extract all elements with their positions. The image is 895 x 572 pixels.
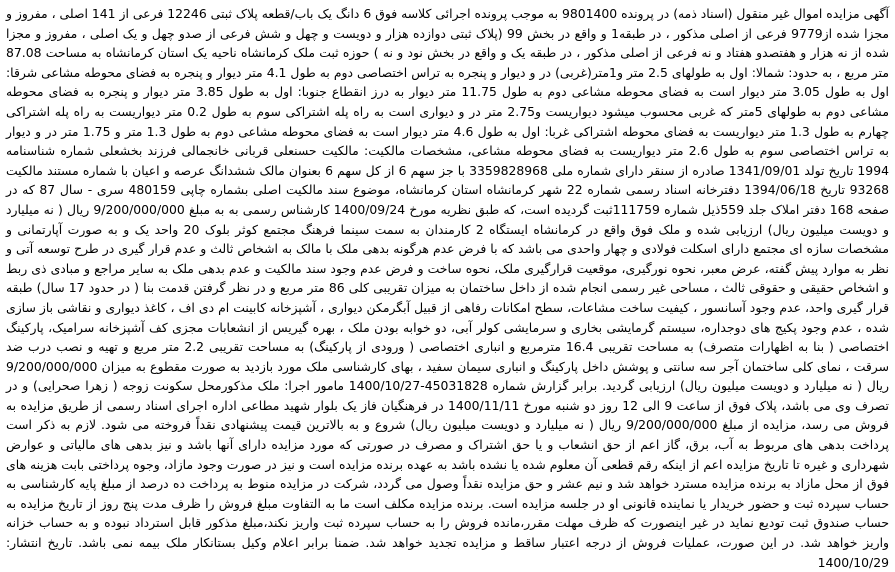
- notice-body: آگهی مزایده اموال غیر منقول (اسناد ذمه) در پرونده 9801400 به موجب پرونده اجرائی کلاسه فوق 6 دانگ یک باب/قطعه پلاک ثبتی 12246 فرعی از 141 اصلی ، مفروز و مجزا شده از9779 فرعی از اصلی مذکور ، در طبقه1 و واقع در بخش 99 (پلاک ثبتی دوازده هزار و دویست و چهل و شش فرعی از صدو چهل و یک اصلی ، مفروز و مجزا شده از نه هزار و هفتصدو هفتاد و نه فرعی از اصلی مذکور ، در طبقه یک و واقع در بخش نود و نه ) حوزه ثبت ملک کرمانشاه ناحیه یک استان کرمانشاه به مساحت 87.08 متر مربع ، به حدود: شمالا: اول به طولهای 2.5 متر و1متر(غربی) در و دیوار و پنجره به تراس اختصاصی دوم به طول 4.1 متر دیوار و پنجره به فضای محوطه مشاعی شرقا: اول به طول 3.05 متر دیوار است به فضای محوطه مشاعی دوم به طول 11.75 متر دیوار به درز انقطاع جنوبا: اول به طول 3.85 متر دیوار و پنجره به فضای محوطه مشاعی دوم به طولهای 5متر که غربی محسوب میشود دیواریست و2.75 متر در و دیواری است به راه پله اشتراکی سوم به طول 0.2 متر دیواریست به راه پله اشتراکی چهارم به طول 1.3 متر دیواریست به فضای محوطه اشتراکی غربا: اول به طول 4.6 متر دیوار است به فضای محوطه مشاعی دوم به طول 1.3 متر و 1.75 متر در و دیوار به تراس اختصاصی سوم به طول 2.6 متر دیواریست به فضای محوطه مشاعی، مشخصات مالکیت: مالکیت حسنعلی قربانی خانجمالی فرزند بخشعلی شماره شناسنامه 1994 تاریخ تولد 1341/09/01 صادره از سنقر دارای شماره ملی 3359828968 با جز سهم 6 از کل سهم 6 بعنوان مالک ششدانگ عرصه و اعیان با شماره مستند مالکیت 93268 تاریخ 1394/06/18 دفترخانه اسناد رسمی شماره 22 شهر کرمانشاه استان کرمانشاه، موضوع سند مالکیت اصلی بشماره چاپی 480159 سری - سال 87 که در صفحه 168 دفتر املاک جلد 559ذیل شماره 111759ثبت گردیده است، که طبق نظریه مورخ 1400/09/24 کارشناس رسمی به به مبلغ 9/200/000/000 ریال ( نه میلیارد و دویست میلیون ریال) ارزیابی شده و ملک فوق واقع در کرمانشاه ایستگاه 2 کارمندان به سمت سینما فرهنگ مجتمع کوثر بلوک 20 واحد یک و به صورت آپارتمانی و مشخصات سازه ای مجتمع دارای اسکلت فولادی و چهار واحدی می باشد که با فرض عدم هرگونه بدهی ملک با مالک به اشخاص ثالث و عدم قرار گیری در طرح توسعه آتی و نظر به موارد پیش گفته، عرض معبر، نحوه نورگیری، موقعیت قرارگیری ملک، نحوه ساخت و فرض عدم وجود سند مالکیت و عدم بدهی ملک به سایر مراجع و مبادی ذی ربط و اشخاص حقیقی و حقوقی ثالث ، مساحی غیر رسمی انجام شده از داخل ساختمان به میزان تقریبی کلی 86 متر مربع و در نظر گرفتن قدمت بنا ( در حدود 17 سال) طبقه قرار گیری واحد، عدم وجود آسانسور ، کیفیت ساخت مشاعات، سطح امکانات رفاهی از قبیل آبگرمکن دیواری ، آشپزخانه کابینت ام دی اف ، کاغذ دیواری و نقاشی باز سازی شده ، عدم وجود پکیج های دوجداره، سیستم گرمایشی بخاری و سرمایشی کولر آبی، دو خوابه بودن ملک ، بهره گیریس از انشعابات مجزی کف آشپزخانه سرامیک، پارکینگ اختصاصی ( بنا به اظهارات متصرف) به مساحت تقریبی 16.4 مترمربع و انباری اختصاصی ( ورودی از پارکینگ) به مساحت تقریبی 2.2 متر مربع و تهیه و نصب درب ضد سرقت ، نمای کلی ساختمان آجر سه سانتی و پوشش داخل پارکینگ و انباری سیمان سفید ، بهای کارشناسی ملک مورد بازدید به صورت مقطوع به میزان 9/200/000/000 ریال ( نه میلیارد و دویست میلیون ریال) ارزیابی گردید. برابر گزارش شماره 45031828-1400/10/27 مامور اجرا: ملک مذکورمحل سکونت زوجه ( زهرا صحرایی) و در تصرف وی می باشد، پلاک فوق از ساعت 9 الی 12 روز دو شنبه مورخ 1400/11/11 در فرهنگیان فاز یک بلوار شهید مطاعی اداره اجرای اسناد رسمی از طریق مزایده به فروش می رسد، مزایده از مبلغ 9/200/000/000 ریال ( نه میلیارد و دویست میلیون ریال) شروع و به بالاترین قیمت پیشنهادی نقداً فروخته می شود. لازم به ذکر است پرداخت بدهی های مربوط به آب، برق، گاز اعم از حق انشعاب و یا حق اشتراک و مصرف در صورتی که مورد مزایده دارای آنها باشد و نیز بدهی های مالیاتی و عوارض شهرداری و غیره تا تاریخ مزایده اعم از اینکه رقم قطعی آن معلوم شده یا نشده باشد به عهده برنده مزایده است و نیز در صورت وجود مازاد، وجوه پرداختی بابت هزینه های فوق از محل مازاد به برنده مزایده مسترد خواهد شد و نیم عشر و حق مزایده نقداً وصول می گردد، شرکت در مزایده منوط به پرداخت ده درصد از مبلغ پایه کارشناسی به حساب سپرده ثبت و حضور خریدار یا نماینده قانونی او در جلسه مزایده است. برنده مزایده مکلف است ما به التفاوت مبلغ فروش را ظرف مدت پنج روز از تاریخ مزایده به حساب صندوق ثبت تودیع نماید در غیر اینصورت که ظرف مهلت مقرر،مانده فروش را به حساب سپرده ثبت واریز نکند،مبلغ مذکور قابل استرداد نبوده و به حساب خزانه واریز خواهد شد. در این صورت، عملیات فروش از درجه اعتبار ساقط و مزایده تجدید خواهد شد. ضمنا برابر اعلام وکیل بستانکار ملک بیمه نمی باشد. تاریخ انتشار:: [6, 6, 890, 551]
- auction-notice-text: [6, 4, 889, 572]
- publish-date: 1400/10/29: [817, 554, 889, 570]
